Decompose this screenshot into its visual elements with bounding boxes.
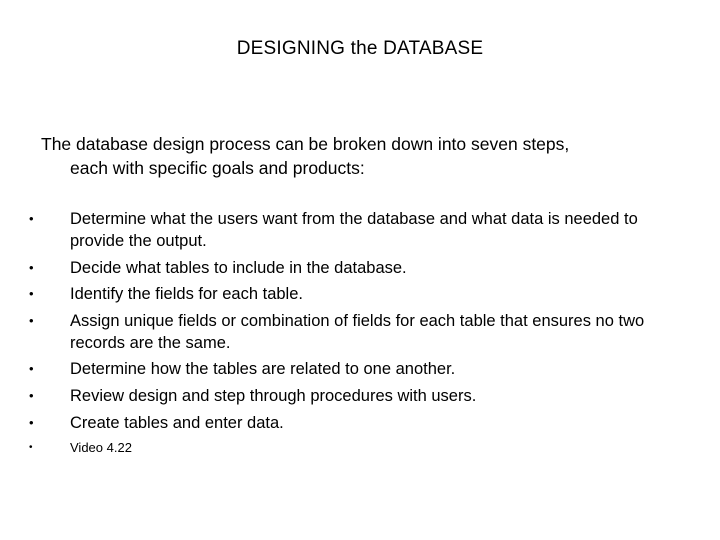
list-item: [0, 257, 690, 279]
step-text: Decide what tables to include in the database.: [70, 258, 407, 277]
list-item: [0, 283, 690, 305]
video-note: Video 4.22: [70, 439, 132, 455]
intro-paragraph: [41, 132, 681, 180]
slide-title: DESIGNING the DATABASE: [236, 38, 484, 59]
bullet-icon: •: [29, 286, 34, 302]
bullet-icon: •: [29, 259, 34, 275]
bullet-icon: •: [29, 312, 34, 328]
list-item: [0, 208, 690, 252]
step-text: Review design and step through procedures with users.: [70, 386, 477, 405]
step-text: Identify the fields for each table.: [70, 285, 303, 304]
list-item: [0, 385, 690, 407]
list-item: [0, 310, 690, 354]
bullet-icon: •: [29, 414, 34, 430]
bullet-icon: •: [29, 211, 34, 226]
step-text: Determine how the tables are related to one another.: [70, 360, 456, 379]
intro-line-1: The database design process can be broken down into seven steps,: [41, 134, 570, 154]
step-text: Determine what the users want from the database and what data is needed to provide the output.: [70, 210, 638, 250]
step-text: Assign unique fields or combination of fields for each table that ensures no two records are the same.: [70, 311, 645, 352]
bullet-icon: •: [29, 387, 34, 403]
list-item: [0, 358, 690, 380]
bullet-icon: •: [29, 361, 34, 377]
step-text: Create tables and enter data.: [70, 413, 284, 432]
intro-line-2: each with specific goals and products:: [70, 158, 365, 178]
video-note-item: [0, 439, 690, 457]
steps-list: [0, 208, 720, 461]
list-item: [0, 412, 690, 434]
bullet-icon: •: [29, 441, 33, 453]
